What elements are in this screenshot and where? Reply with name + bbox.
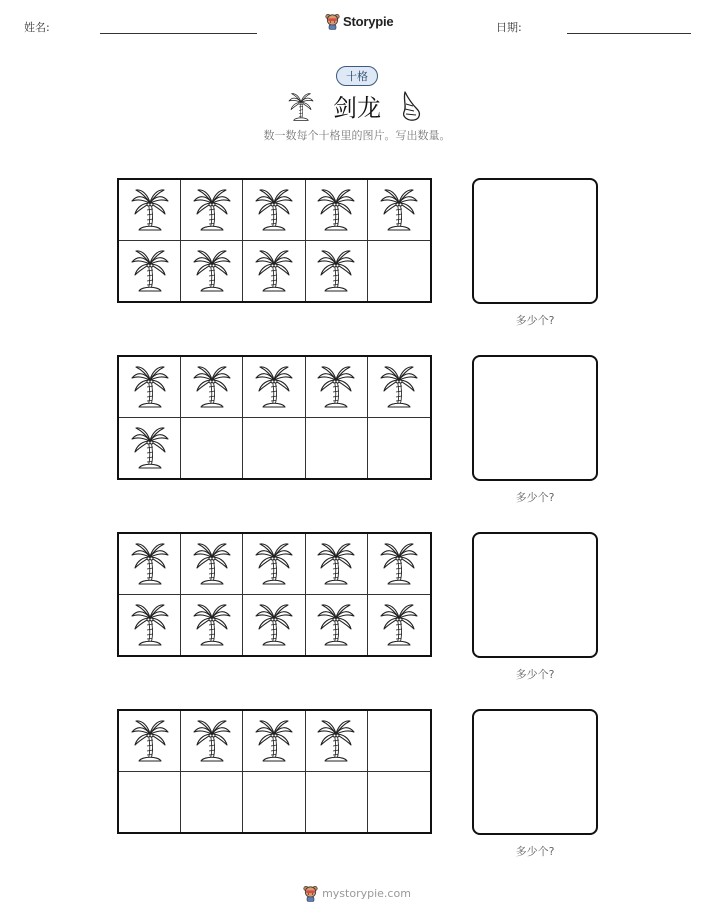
palm-tree-icon bbox=[316, 186, 356, 234]
palm-tree-icon bbox=[130, 717, 170, 765]
ten-frame-cell bbox=[181, 180, 243, 241]
palm-tree-icon bbox=[130, 424, 170, 472]
palm-tree-icon bbox=[130, 601, 170, 649]
ten-frame-cell bbox=[243, 241, 305, 302]
palm-tree-icon bbox=[316, 247, 356, 295]
page-title: 剑龙 bbox=[333, 94, 381, 122]
ten-frame-cell bbox=[119, 595, 181, 656]
palm-tree-icon bbox=[254, 601, 294, 649]
ten-frame-cell bbox=[181, 772, 243, 833]
answer-box-2[interactable] bbox=[472, 355, 598, 481]
palm-tree-icon bbox=[192, 363, 232, 411]
instructions: 数一数每个十格里的图片。写出数量。 bbox=[263, 129, 451, 142]
ten-frame-cell bbox=[368, 534, 430, 595]
ten-frame-2 bbox=[117, 355, 432, 480]
ten-frame-cell bbox=[368, 711, 430, 772]
palm-tree-icon bbox=[254, 186, 294, 234]
palm-tree-icon bbox=[316, 717, 356, 765]
palm-tree-icon bbox=[379, 363, 419, 411]
footer-url: mystorypie.com bbox=[322, 887, 411, 900]
palm-tree-icon bbox=[254, 540, 294, 588]
answer-box-1[interactable] bbox=[472, 178, 598, 304]
ten-frame-cell bbox=[306, 595, 368, 656]
palm-tree-icon bbox=[192, 186, 232, 234]
ten-frame-cell bbox=[119, 418, 181, 479]
name-line[interactable] bbox=[100, 33, 257, 34]
palm-tree-icon bbox=[379, 540, 419, 588]
palm-tree-icon bbox=[379, 186, 419, 234]
ten-frame-cell bbox=[181, 534, 243, 595]
palm-tree-icon bbox=[192, 601, 232, 649]
palm-tree-icon bbox=[130, 186, 170, 234]
ten-frame-cell bbox=[119, 711, 181, 772]
palm-tree-icon bbox=[130, 540, 170, 588]
ten-frame-cell bbox=[306, 180, 368, 241]
ten-frame-cell bbox=[243, 711, 305, 772]
topic-badge: 十格 bbox=[336, 66, 378, 86]
bear-mascot-icon bbox=[325, 13, 340, 30]
ten-frame-cell bbox=[368, 772, 430, 833]
answer-box-3[interactable] bbox=[472, 532, 598, 658]
ten-frame-cell bbox=[368, 357, 430, 418]
brand-name: Storypie bbox=[343, 14, 394, 29]
palm-tree-icon bbox=[192, 247, 232, 295]
palm-tree-icon bbox=[130, 363, 170, 411]
answer-box-4[interactable] bbox=[472, 709, 598, 835]
palm-tree-icon bbox=[254, 363, 294, 411]
palm-tree-icon bbox=[192, 717, 232, 765]
ten-frame-cell bbox=[181, 595, 243, 656]
how-many-label: 多少个? bbox=[515, 845, 555, 858]
bear-mascot-icon bbox=[303, 885, 318, 902]
brand-logo bbox=[325, 13, 393, 30]
palm-tree-icon bbox=[316, 363, 356, 411]
ten-frame-cell bbox=[119, 180, 181, 241]
ten-frame-cell bbox=[119, 772, 181, 833]
ten-frame-cell bbox=[243, 180, 305, 241]
ten-frame-cell bbox=[181, 357, 243, 418]
palm-tree-icon bbox=[130, 247, 170, 295]
date-line[interactable] bbox=[567, 33, 691, 34]
how-many-label: 多少个? bbox=[515, 491, 555, 504]
how-many-label: 多少个? bbox=[515, 314, 555, 327]
palm-tree-icon bbox=[316, 601, 356, 649]
palm-tree-icon bbox=[379, 601, 419, 649]
ten-frame-cell bbox=[119, 241, 181, 302]
date-label: 日期: bbox=[496, 21, 522, 34]
ten-frame-cell bbox=[306, 418, 368, 479]
ten-frame-cell bbox=[181, 241, 243, 302]
ten-frame-cell bbox=[368, 418, 430, 479]
ten-frame-cell bbox=[306, 772, 368, 833]
footer bbox=[0, 885, 714, 902]
palm-tree-icon bbox=[254, 717, 294, 765]
ten-frame-cell bbox=[306, 241, 368, 302]
ten-frame-cell bbox=[243, 357, 305, 418]
ten-frame-cell bbox=[243, 418, 305, 479]
palm-tree-icon bbox=[254, 247, 294, 295]
ten-frame-cell bbox=[368, 595, 430, 656]
ten-frame-3 bbox=[117, 532, 432, 657]
ten-frame-cell bbox=[119, 357, 181, 418]
ten-frame-cell bbox=[368, 241, 430, 302]
ten-frame-cell bbox=[181, 418, 243, 479]
ten-frame-cell bbox=[119, 534, 181, 595]
ten-frame-cell bbox=[243, 772, 305, 833]
ten-frame-cell bbox=[243, 595, 305, 656]
ten-frame-4 bbox=[117, 709, 432, 834]
palm-tree-icon bbox=[316, 540, 356, 588]
palm-tree-icon bbox=[192, 540, 232, 588]
ten-frame-cell bbox=[306, 357, 368, 418]
name-label: 姓名: bbox=[24, 21, 50, 34]
palm-tree-icon bbox=[287, 91, 315, 123]
ten-frame-1 bbox=[117, 178, 432, 303]
how-many-label: 多少个? bbox=[515, 668, 555, 681]
ten-frame-cell bbox=[306, 711, 368, 772]
ten-frame-cell bbox=[306, 534, 368, 595]
ten-frame-cell bbox=[368, 180, 430, 241]
dinosaur-horn-icon bbox=[399, 90, 423, 122]
ten-frame-cell bbox=[243, 534, 305, 595]
ten-frame-cell bbox=[181, 711, 243, 772]
